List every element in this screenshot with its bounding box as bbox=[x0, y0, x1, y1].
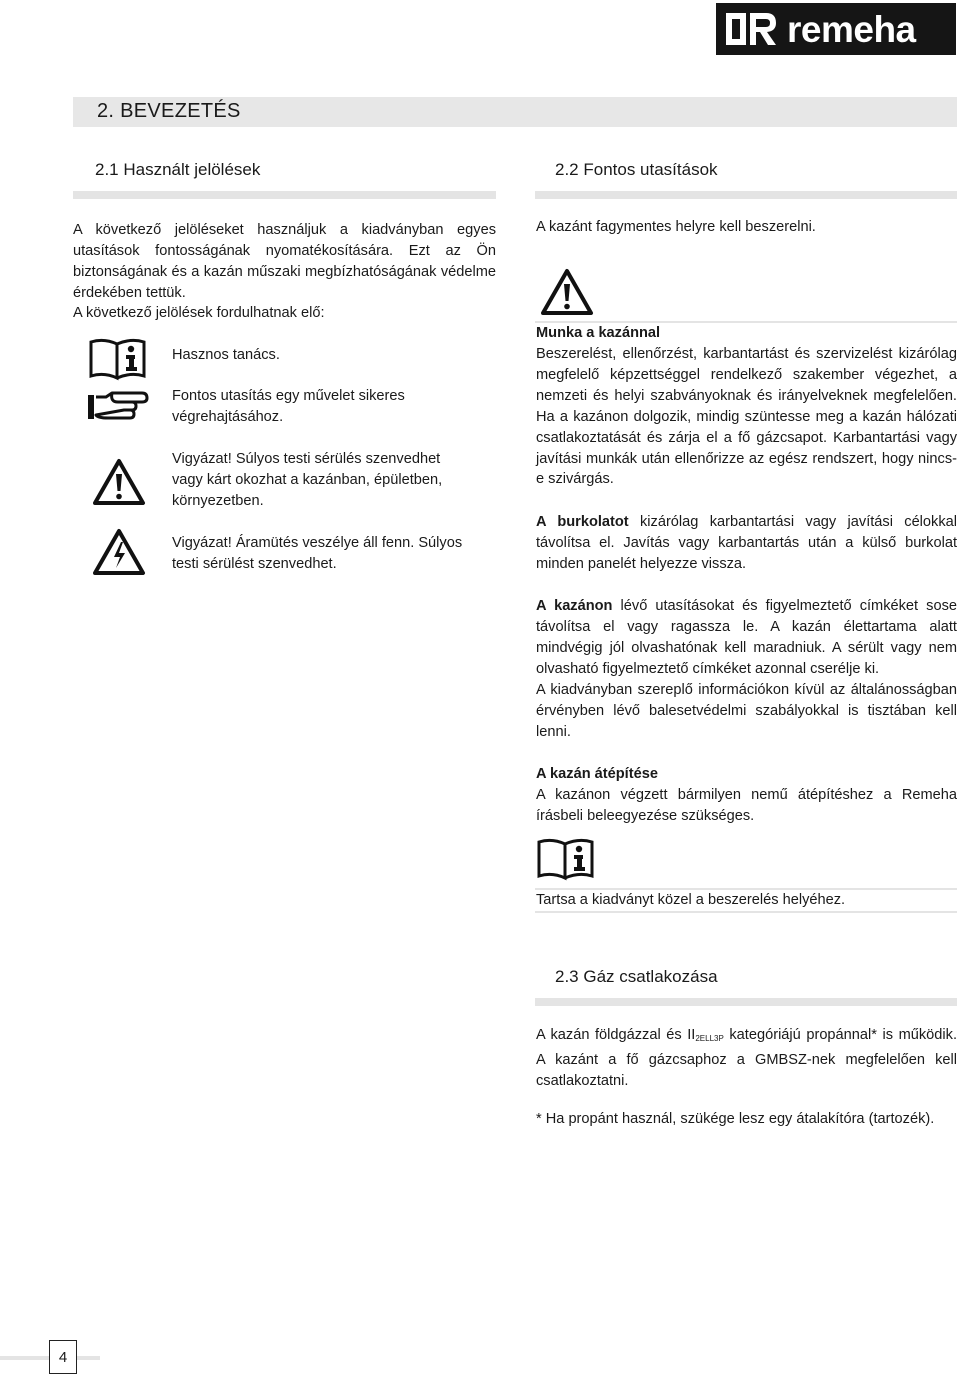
gas-paragraph bbox=[536, 1025, 957, 1092]
gas-category-sub: 2ELL3P bbox=[695, 1034, 724, 1043]
intro-paragraph: A következő jelöléseket használjuk a kiadványban egyes utasítások fontosságának nyomatékosítására. Ezt az Ön biztonságának és a kazán műszaki megbízhatóságának védelme érdekében tettük. bbox=[73, 222, 496, 301]
frost-paragraph: A kazánt fagymentes helyre kell beszerelni. bbox=[536, 219, 816, 235]
intro-paragraph-2: A következő jelölések fordulhatnak elő: bbox=[73, 305, 325, 321]
gas-text-b: kategóriájú propánnal* is működik. A kazánt a fő gázcsaphoz a GMBSZ-nek megfelelően kell csatlakoztatni. bbox=[536, 1027, 957, 1089]
warning-triangle-icon bbox=[540, 268, 594, 316]
rebuild-heading: A kazán átépítése bbox=[536, 766, 658, 782]
pointing-hand-icon bbox=[86, 389, 150, 423]
legend-text-info: Hasznos tanács. bbox=[172, 347, 280, 363]
subsection-title-2-3: 2.3 Gáz csatlakozása bbox=[555, 967, 718, 986]
boiler-labels-paragraph bbox=[536, 596, 957, 680]
boiler-text: lévő utasításokat és figyelmeztető címkéket sose távolítsa el vagy ragassza le. A kazán élettartama alatt mindvégig jól olvashatónak kell maradniuk. A sérült vagy nem olvasható figyelmeztető címkéket azonnal cserélje ki. bbox=[536, 598, 957, 677]
legend-text-important: Fontos utasítás egy művelet sikeres végrehajtásához. bbox=[172, 388, 405, 425]
subsection-bar-2-3 bbox=[535, 998, 957, 1006]
work-heading: Munka a kazánnal bbox=[536, 325, 661, 341]
remeha-logo bbox=[716, 3, 956, 55]
footnote: * Ha propánt használ, szükége lesz egy átalakítóra (tartozék). bbox=[536, 1111, 935, 1127]
legend-text-electric: Vigyázat! Áramütés veszélye áll fenn. Súlyos testi sérülést szenvedhet. bbox=[172, 535, 463, 572]
subsection-bar-2-1 bbox=[73, 191, 496, 199]
electric-hazard-icon bbox=[92, 528, 146, 576]
keep-manual-note: Tartsa a kiadványt közel a beszerelés helyéhez. bbox=[536, 892, 846, 908]
section-title: 2. BEVEZETÉS bbox=[97, 100, 241, 122]
gas-text-a: A kazán földgázzal és II bbox=[536, 1027, 696, 1043]
info-book-icon bbox=[536, 836, 596, 882]
subsection-title-2-2: 2.2 Fontos utasítások bbox=[555, 160, 718, 179]
info-book-icon bbox=[88, 336, 148, 382]
subsection-bar-2-2 bbox=[535, 191, 957, 199]
warning-triangle-icon bbox=[92, 458, 146, 506]
legend-text-warning: Vigyázat! Súlyos testi sérülés szenvedhet vagy kárt okozhat a kazánban, épületben, környezetben. bbox=[172, 451, 443, 509]
manual-paragraph: A kiadványban szereplő információkon kívül az általánosságban érvényben lévő balesetvédelmi szabályokkal is tisztában kell lenni. bbox=[536, 682, 957, 740]
cover-text: kizárólag karbantartási vagy javítási célokkal távolítsa el. Javítás vagy karbantartás után a külső burkolat minden panelét helyezze vissza. bbox=[536, 514, 957, 572]
remeha-logo-mark-icon bbox=[724, 9, 778, 49]
rebuild-paragraph: A kazánon végzett bármilyen nemű átépítéshez a Remeha írásbeli beleegyezése szükséges. bbox=[536, 787, 957, 824]
page-number: 4 bbox=[49, 1340, 77, 1374]
cover-bold: A burkolatot bbox=[536, 514, 629, 530]
subsection-title-2-1: 2.1 Használt jelölések bbox=[95, 160, 261, 179]
divider bbox=[535, 911, 957, 913]
boiler-bold: A kazánon bbox=[536, 598, 613, 614]
cover-paragraph bbox=[536, 512, 957, 575]
work-paragraph: Beszerelést, ellenőrzést, karbantartást és szervizelést kizárólag megfelelő képzettséggel rendelkező szakember végezhet, a nemzeti és helyi szabványoknak és irányelveknek megfelelően. Ha a kazánon dolgozik, mindig szüntesse meg a kazán hálózati csatlakoztatását és zárja el a fő gázcsapot. Karbantartási vagy javítási munkák után ellenőrizze az egész rendszert, hogy nincs-e szivárgás. bbox=[536, 346, 957, 488]
logo-wordmark: remeha bbox=[787, 8, 916, 50]
